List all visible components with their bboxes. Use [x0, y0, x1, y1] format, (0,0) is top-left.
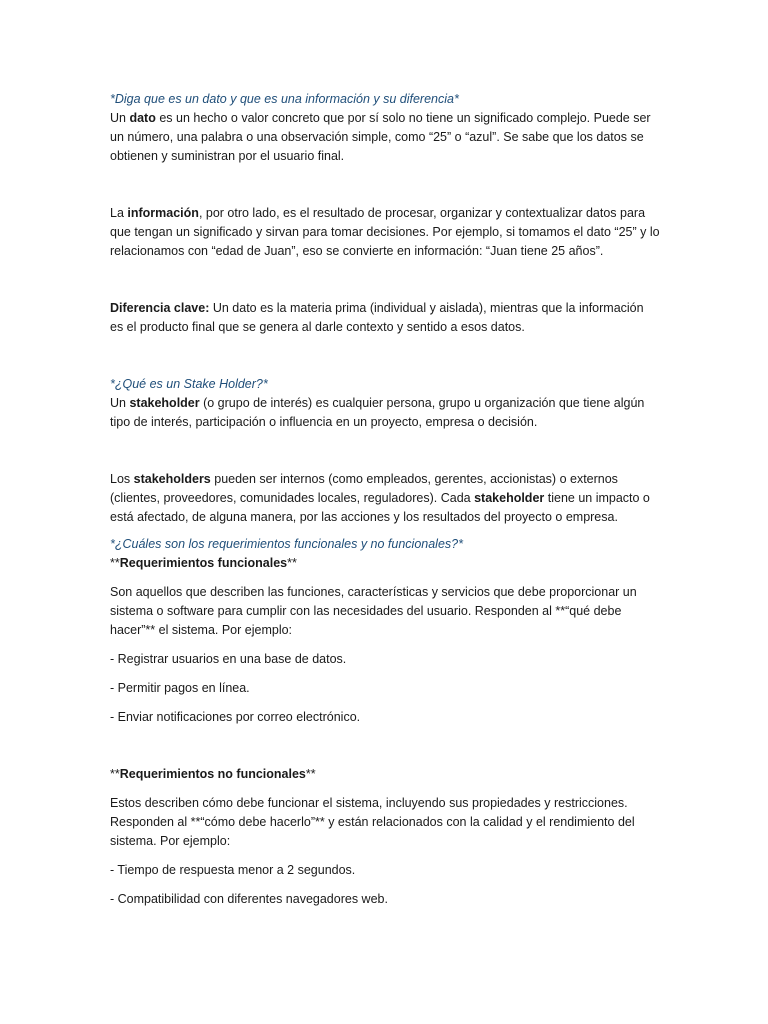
- paragraph-dato: Un dato es un hecho o valor concreto que por sí solo no tiene un significado complejo. Puede ser un número, una palabra o una observación simple, como “25” o “azul”. Se sabe que los datos se obtienen y suministran por el usuario final.: [110, 111, 651, 163]
- list-item: - Registrar usuarios en una base de datos.: [110, 652, 347, 666]
- list-item: - Compatibilidad con diferentes navegadores web.: [110, 892, 388, 906]
- question-1: *Diga que es un dato y que es una información y su diferencia*: [110, 92, 459, 106]
- heading-funcionales: **Requerimientos funcionales**: [110, 556, 297, 570]
- paragraph-funcionales: Son aquellos que describen las funciones, características y servicios que debe proporcionar un sistema o software para cumplir con las necesidades del usuario. Responden al **“qué debe hacer”** el sistema. Por ejemplo:: [110, 585, 637, 637]
- paragraph-diferencia: Diferencia clave: Un dato es la materia prima (individual y aislada), mientras que la información es el producto final que se genera al darle contexto y sentido a esos datos.: [110, 301, 644, 334]
- document-page: [110, 90, 660, 909]
- question-3: *¿Cuáles son los requerimientos funcionales y no funcionales?*: [110, 537, 463, 551]
- paragraph-stakeholder-1: Un stakeholder (o grupo de interés) es cualquier persona, grupo u organización que tiene algún tipo de interés, participación o influencia en un proyecto, empresa o decisión.: [110, 396, 645, 429]
- question-2: *¿Qué es un Stake Holder?*: [110, 377, 268, 391]
- paragraph-informacion: La información, por otro lado, es el resultado de procesar, organizar y contextualizar datos para que tengan un significado y sirvan para tomar decisiones. Por ejemplo, si tomamos el dato “25” y lo relacionamos con “edad de Juan”, eso se convierte en información: “Juan tiene 25 años”.: [110, 206, 660, 258]
- list-item: - Tiempo de respuesta menor a 2 segundos.: [110, 863, 356, 877]
- list-item: - Enviar notificaciones por correo electrónico.: [110, 710, 361, 724]
- paragraph-no-funcionales: Estos describen cómo debe funcionar el sistema, incluyendo sus propiedades y restricciones. Responden al **“cómo debe hacerlo”** y están relacionados con la calidad y el rendimiento del sistema. Por ejemplo:: [110, 796, 635, 848]
- paragraph-stakeholder-2: Los stakeholders pueden ser internos (como empleados, gerentes, accionistas) o externos (clientes, proveedores, comunidades locales, reguladores). Cada stakeholder tiene un impacto o está afectado, de alguna manera, por las acciones y los resultados del proyecto o empresa.: [110, 472, 650, 524]
- heading-no-funcionales: **Requerimientos no funcionales**: [110, 767, 316, 781]
- list-item: - Permitir pagos en línea.: [110, 681, 250, 695]
